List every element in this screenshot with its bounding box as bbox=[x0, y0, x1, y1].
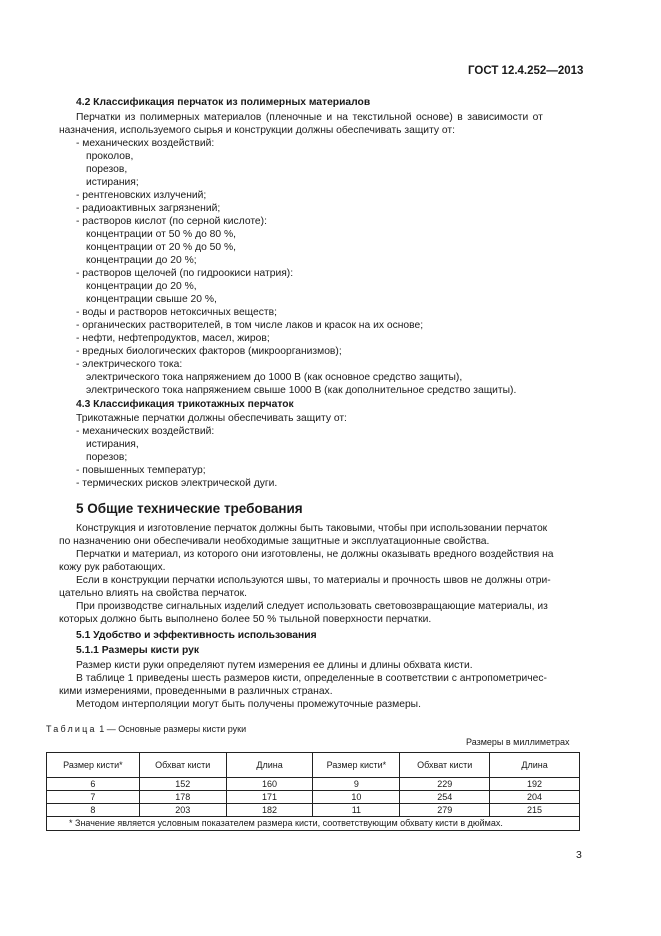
section-4-2-title: 4.2 Классификация перчаток из полимерных материалов bbox=[76, 97, 371, 108]
list-item: концентрации от 50 % до 80 %, bbox=[86, 229, 236, 240]
table-cell: 178 bbox=[139, 791, 226, 804]
table-cell: 182 bbox=[226, 804, 313, 817]
section-5-1-1-para-2-line-1: В таблице 1 приведены шесть размеров кисти, определенные в соответствии с антропометричес- bbox=[76, 673, 547, 684]
table-cell: 254 bbox=[400, 791, 490, 804]
table-footnote: * Значение является условным показателем размера кисти, соответствующим обхвату кисти в дюймах. bbox=[47, 817, 580, 831]
table-cell: 152 bbox=[139, 778, 226, 791]
list-item: концентрации до 20 %; bbox=[86, 255, 197, 266]
list-item: концентрации от 20 % до 50 %, bbox=[86, 242, 236, 253]
list-item: - механических воздействий: bbox=[76, 138, 215, 149]
table-caption bbox=[46, 724, 246, 734]
list-item: - растворов щелочей (по гидроокиси натрия): bbox=[76, 268, 294, 279]
table-cell: 11 bbox=[313, 804, 400, 817]
table-row bbox=[47, 791, 580, 804]
table-cell: 203 bbox=[139, 804, 226, 817]
column-header: Размер кисти* bbox=[313, 753, 400, 778]
section-5-1-title: 5.1 Удобство и эффективность использования bbox=[76, 630, 317, 641]
column-header: Размер кисти* bbox=[47, 753, 140, 778]
section-5-1-1-title: 5.1.1 Размеры кисти рук bbox=[76, 645, 199, 656]
list-item: истирания, bbox=[86, 439, 139, 450]
table-cell: 6 bbox=[47, 778, 140, 791]
list-item: - органических растворителей, в том числе лаков и красок на их основе; bbox=[76, 320, 424, 331]
list-item: порезов; bbox=[86, 452, 128, 463]
list-item: - повышенных температур; bbox=[76, 465, 206, 476]
table-cell: 10 bbox=[313, 791, 400, 804]
table-cell: 9 bbox=[313, 778, 400, 791]
list-item: - воды и растворов нетоксичных веществ; bbox=[76, 307, 277, 318]
list-item: истирания; bbox=[86, 177, 139, 188]
table-cell: 8 bbox=[47, 804, 140, 817]
section-4-3-title: 4.3 Классификация трикотажных перчаток bbox=[76, 399, 294, 410]
section-5-para-3-line-1: Если в конструкции перчатки используются швы, то материалы и прочность швов не должны отри- bbox=[76, 575, 551, 586]
section-5-1-1-para-2-line-2: кими измерениями, проведенными в различных странах. bbox=[59, 686, 333, 697]
section-5-title: 5 Общие технические требования bbox=[76, 501, 303, 516]
table-units: Размеры в миллиметрах bbox=[466, 737, 570, 747]
section-5-1-1-para-1: Размер кисти руки определяют путем измерения ее длины и длины обхвата кисти. bbox=[76, 660, 473, 671]
column-header: Длина bbox=[490, 753, 580, 778]
section-5-para-4-line-1: При производстве сигнальных изделий следует использовать световозвращающие материалы, из bbox=[76, 601, 548, 612]
column-header: Обхват кисти bbox=[139, 753, 226, 778]
list-item: - механических воздействий: bbox=[76, 426, 215, 437]
table-caption-text: 1 — Основные размеры кисти руки bbox=[99, 724, 247, 734]
table-cell: 192 bbox=[490, 778, 580, 791]
list-item: проколов, bbox=[86, 151, 134, 162]
section-5-para-2-line-1: Перчатки и материал, из которого они изготовлены, не должны оказывать вредного воздействия на bbox=[76, 549, 554, 560]
section-4-2-intro-line-2: назначения, используемого сырья и конструкции должны обеспечивать защиту от: bbox=[59, 125, 455, 136]
column-header: Обхват кисти bbox=[400, 753, 490, 778]
list-item: - растворов кислот (по серной кислоте): bbox=[76, 216, 267, 227]
table-header-row bbox=[47, 753, 580, 778]
list-item: концентрации свыше 20 %, bbox=[86, 294, 217, 305]
column-header: Длина bbox=[226, 753, 313, 778]
table-cell: 171 bbox=[226, 791, 313, 804]
table-cell: 279 bbox=[400, 804, 490, 817]
list-item: электрического тока напряжением свыше 1000 В (как дополнительное средство защиты). bbox=[86, 385, 517, 396]
table-cell: 215 bbox=[490, 804, 580, 817]
page-header-doc-id: ГОСТ 12.4.252—2013 bbox=[468, 65, 584, 77]
section-5-para-1-line-2: по назначению они обеспечивали необходимые защитные и эксплуатационные свойства. bbox=[59, 536, 490, 547]
hand-size-table bbox=[46, 752, 580, 831]
list-item: - термических рисков электрической дуги. bbox=[76, 478, 278, 489]
table-cell: 229 bbox=[400, 778, 490, 791]
section-5-para-4-line-2: которых должно быть выполнено более 50 % тыльной поверхности перчатки. bbox=[59, 614, 432, 625]
table-cell: 7 bbox=[47, 791, 140, 804]
section-4-2-intro-line-1: Перчатки из полимерных материалов (пленочные и на текстильной основе) в зависимости от bbox=[76, 112, 543, 123]
section-5-1-1-para-3: Методом интерполяции могут быть получены промежуточные размеры. bbox=[76, 699, 421, 710]
table-row bbox=[47, 804, 580, 817]
list-item: - радиоактивных загрязнений; bbox=[76, 203, 221, 214]
list-item: электрического тока напряжением до 1000 В (как основное средство защиты), bbox=[86, 372, 463, 383]
page-number: 3 bbox=[576, 849, 582, 861]
section-5-para-3-line-2: цательно влиять на свойства перчаток. bbox=[59, 588, 247, 599]
list-item: концентрации до 20 %, bbox=[86, 281, 197, 292]
list-item: - вредных биологических факторов (микроорганизмов); bbox=[76, 346, 342, 357]
list-item: - электрического тока: bbox=[76, 359, 183, 370]
section-4-3-intro: Трикотажные перчатки должны обеспечивать защиту от: bbox=[76, 413, 347, 424]
list-item: - нефти, нефтепродуктов, масел, жиров; bbox=[76, 333, 270, 344]
section-5-para-2-line-2: кожу рук работающих. bbox=[59, 562, 166, 573]
section-5-para-1-line-1: Конструкция и изготовление перчаток должны быть таковыми, чтобы при использовании перчаток bbox=[76, 523, 548, 534]
list-item: порезов, bbox=[86, 164, 128, 175]
table-row bbox=[47, 778, 580, 791]
table-footnote-row bbox=[47, 817, 580, 831]
table-cell: 204 bbox=[490, 791, 580, 804]
table-caption-word: Таблица bbox=[46, 724, 97, 734]
list-item: - рентгеновских излучений; bbox=[76, 190, 207, 201]
table-cell: 160 bbox=[226, 778, 313, 791]
